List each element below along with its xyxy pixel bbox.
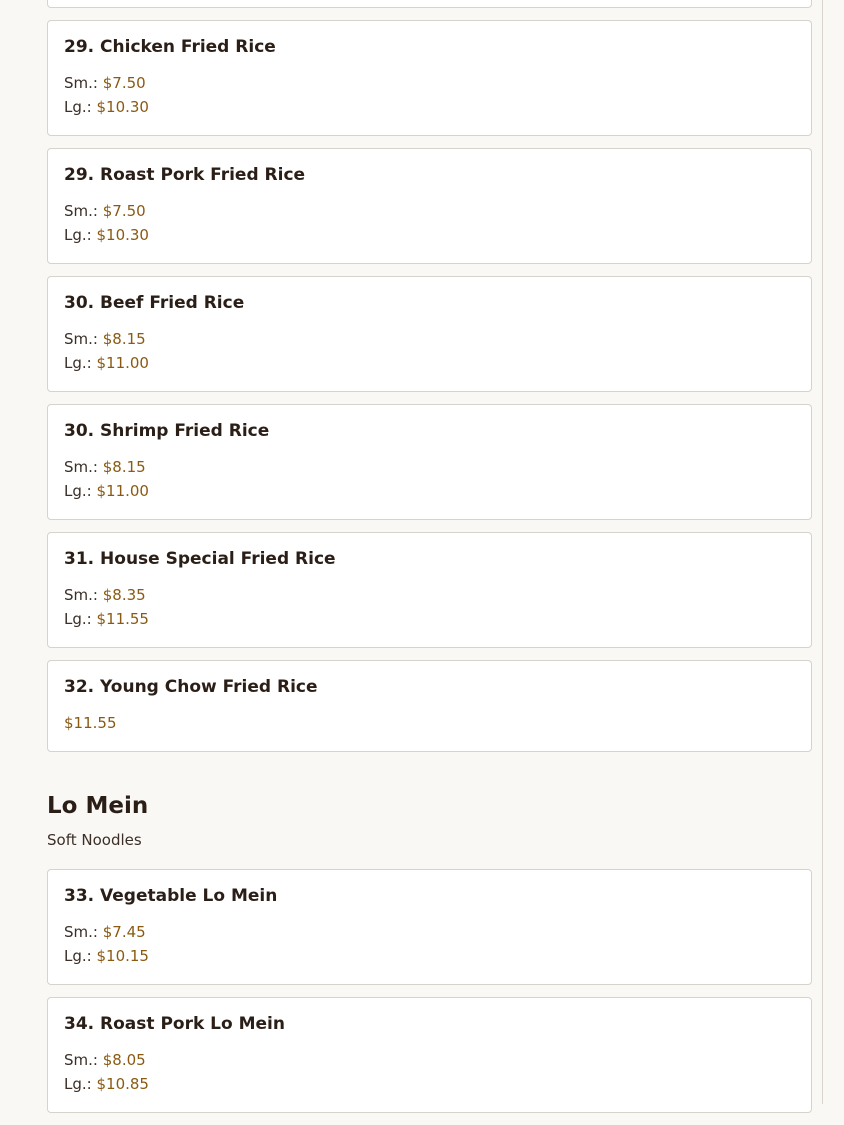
price-amount: $8.15	[102, 330, 146, 348]
menu-item-name: 30. Beef Fried Rice	[64, 293, 245, 313]
size-label: Lg.:	[64, 947, 92, 965]
size-label: Sm.:	[64, 330, 98, 348]
menu-item-card[interactable]	[47, 404, 812, 520]
menu-item-prices	[64, 920, 795, 968]
menu-item-card-previous	[47, 0, 812, 8]
menu-item-prices	[64, 455, 795, 503]
menu-content	[47, 0, 812, 1125]
lo-mein-items	[47, 869, 812, 1113]
price-amount: $11.55	[64, 714, 117, 732]
price-line	[64, 351, 795, 375]
price-line	[64, 920, 795, 944]
price-amount: $11.00	[96, 354, 149, 372]
menu-item-prices	[64, 711, 795, 735]
fried-rice-items	[47, 20, 812, 752]
menu-item-name: 31. House Special Fried Rice	[64, 549, 336, 569]
menu-item-prices	[64, 327, 795, 375]
price-amount: $11.55	[96, 610, 149, 628]
menu-item-card[interactable]	[47, 532, 812, 648]
menu-item-card[interactable]	[47, 997, 812, 1113]
price-line	[64, 455, 795, 479]
menu-item-prices	[64, 71, 795, 119]
size-label: Lg.:	[64, 1075, 92, 1093]
price-line	[64, 944, 795, 968]
section-header-lo-mein	[47, 792, 812, 850]
price-line	[64, 327, 795, 351]
price-line	[64, 71, 795, 95]
price-line	[64, 95, 795, 119]
size-label: Sm.:	[64, 586, 98, 604]
menu-item-name: 33. Vegetable Lo Mein	[64, 886, 278, 906]
menu-item-name: 32. Young Chow Fried Rice	[64, 677, 318, 697]
menu-item-name: 34. Roast Pork Lo Mein	[64, 1014, 285, 1034]
price-amount: $7.50	[102, 202, 146, 220]
price-line	[64, 1072, 795, 1096]
price-amount: $10.30	[96, 226, 149, 244]
price-amount: $10.85	[96, 1075, 149, 1093]
size-label: Lg.:	[64, 610, 92, 628]
price-line	[64, 199, 795, 223]
menu-item-card[interactable]	[47, 148, 812, 264]
section-title: Lo Mein	[47, 793, 149, 819]
menu-item-name: 30. Shrimp Fried Rice	[64, 421, 270, 441]
menu-item-prices	[64, 199, 795, 247]
menu-item-name: 29. Roast Pork Fried Rice	[64, 165, 306, 185]
menu-item-card[interactable]	[47, 276, 812, 392]
size-label: Sm.:	[64, 1051, 98, 1069]
price-amount: $8.05	[102, 1051, 146, 1069]
price-line	[64, 479, 795, 503]
price-amount: $11.00	[96, 482, 149, 500]
size-label: Sm.:	[64, 458, 98, 476]
size-label: Sm.:	[64, 202, 98, 220]
menu-item-name: 29. Chicken Fried Rice	[64, 37, 276, 57]
size-label: Lg.:	[64, 482, 92, 500]
price-amount: $8.35	[102, 586, 146, 604]
menu-item-prices	[64, 583, 795, 631]
section-subtitle: Soft Noodles	[47, 831, 142, 849]
price-line	[64, 223, 795, 247]
price-line	[64, 607, 795, 631]
size-label: Lg.:	[64, 226, 92, 244]
menu-item-card[interactable]	[47, 20, 812, 136]
price-line	[64, 711, 795, 735]
price-amount: $7.50	[102, 74, 146, 92]
size-label: Lg.:	[64, 354, 92, 372]
price-line	[64, 583, 795, 607]
size-label: Sm.:	[64, 74, 98, 92]
price-amount: $7.45	[102, 923, 146, 941]
menu-item-card[interactable]	[47, 869, 812, 985]
size-label: Lg.:	[64, 98, 92, 116]
price-amount: $10.30	[96, 98, 149, 116]
price-amount: $8.15	[102, 458, 146, 476]
size-label: Sm.:	[64, 923, 98, 941]
price-line	[64, 1048, 795, 1072]
menu-item-card[interactable]	[47, 660, 812, 752]
menu-item-prices	[64, 1048, 795, 1096]
price-amount: $10.15	[96, 947, 149, 965]
scroll-edge-divider	[822, 0, 823, 1104]
